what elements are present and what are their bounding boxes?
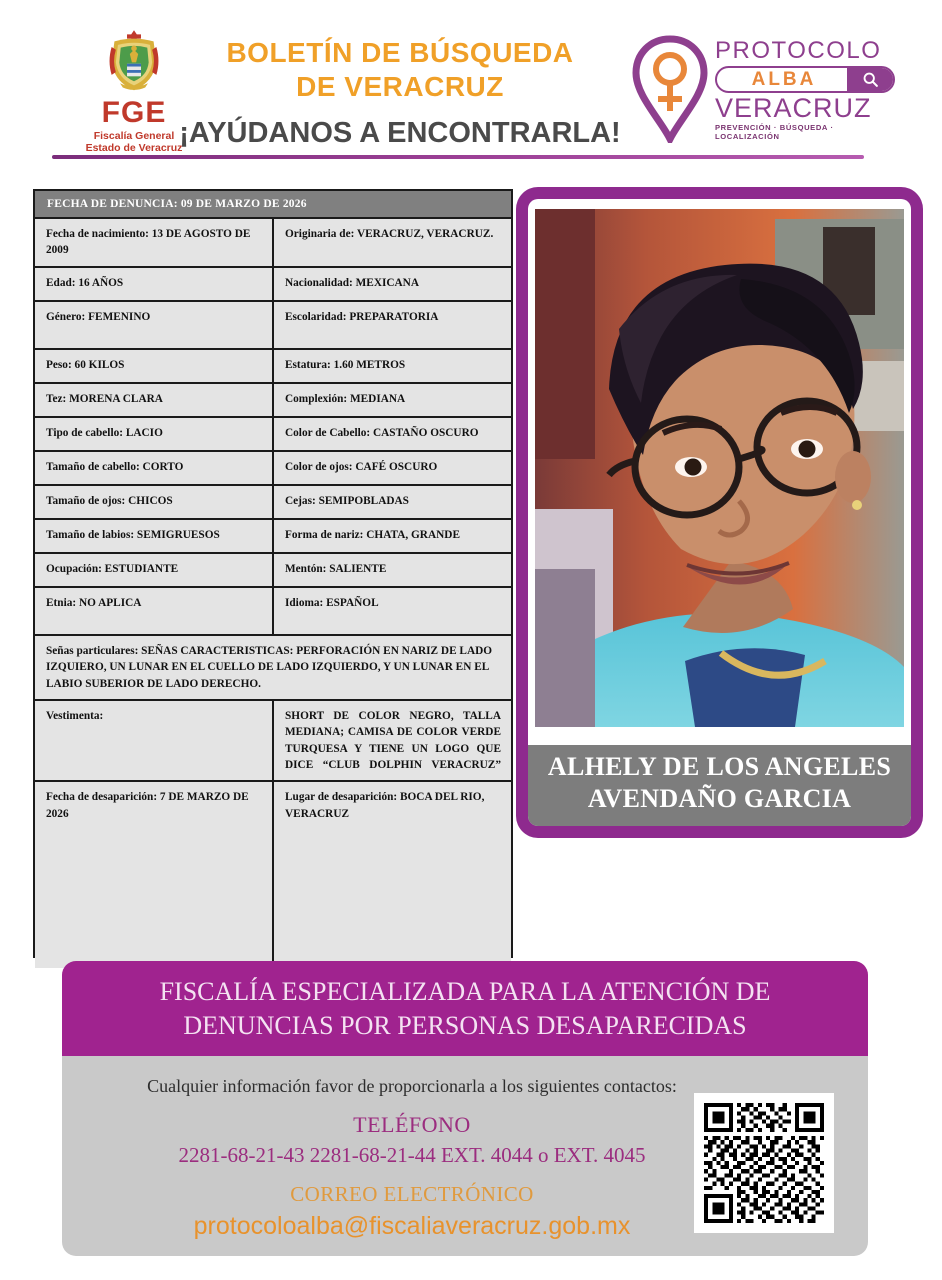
field-escolaridad: Escolaridad: PREPARATORIA (285, 310, 439, 323)
table-row (35, 588, 511, 636)
field-fecha-nacimiento: Fecha de nacimiento: 13 DE AGOSTO DE 2009 (35, 219, 274, 266)
alba-pill (715, 66, 895, 93)
fge-subtitle-line1: Fiscalía General (93, 129, 175, 142)
table-row (35, 418, 511, 452)
alba-veracruz-word: VERACRUZ (715, 93, 872, 123)
protocolo-alba-logo (630, 33, 900, 153)
field-nacionalidad: Nacionalidad: MEXICANA (285, 276, 420, 289)
field-menton: Mentón: SALIENTE (285, 562, 387, 575)
field-tipo-cabello: Tipo de cabello: LACIO (35, 418, 274, 450)
field-etnia: Etnia: NO APLICA (35, 588, 274, 634)
table-row (35, 302, 511, 350)
field-tez: Tez: MORENA CLARA (35, 384, 274, 416)
person-name: ALHELY DE LOS ANGELES AVENDAÑO GARCIA (547, 752, 892, 814)
person-info-table (33, 189, 513, 958)
field-cejas: Cejas: SEMIPOBLADAS (285, 494, 409, 507)
field-tamano-labios: Tamaño de labios: SEMIGRUESOS (35, 520, 274, 552)
alba-wordmark (715, 39, 900, 141)
footer-panel (62, 961, 868, 1256)
fge-subtitle (86, 130, 183, 154)
field-vestimenta-label: Vestimenta: (35, 701, 274, 781)
table-row (35, 554, 511, 588)
table-row (35, 520, 511, 554)
qr-code-icon[interactable] (694, 1093, 834, 1233)
missing-person-photo (535, 209, 904, 727)
field-peso: Peso: 60 KILOS (35, 350, 274, 382)
table-row (35, 486, 511, 520)
field-genero: Género: FEMENINO (35, 302, 274, 348)
field-fecha-desaparicion: Fecha de desaparición: 7 DE MARZO DE 2026 (35, 782, 274, 968)
alba-word: ALBA (751, 68, 817, 90)
field-tamano-ojos: Tamaño de ojos: CHICOS (35, 486, 274, 518)
field-vestimenta-value: SHORT DE COLOR NEGRO, TALLA MEDIANA; CAMISA DE COLOR VERDE TURQUESA Y TIENE UN LOGO QUE DICE “CLUB DOLPHIN VERACRUZ” (285, 709, 501, 771)
field-estatura: Estatura: 1.60 METROS (285, 358, 406, 371)
email-address[interactable]: protocoloalba@fiscaliaveracruz.gob.mx (193, 1212, 631, 1240)
table-row (35, 452, 511, 486)
contact-lead-text: Cualquier información favor de proporcionarla a los siguientes contactos: (147, 1076, 677, 1096)
table-row (35, 350, 511, 384)
phone-label: TELÉFONO (353, 1112, 471, 1137)
report-date-header: FECHA DE DENUNCIA: 09 DE MARZO DE 2026 (35, 191, 511, 219)
location-pin-venus-icon (630, 35, 710, 143)
header-divider (52, 155, 864, 159)
bulletin-title-line1: BOLETÍN DE BÚSQUEDA (226, 37, 574, 68)
fiscalia-title: FISCALÍA ESPECIALIZADA PARA LA ATENCIÓN DE DENUNCIAS POR PERSONAS DESAPARECIDAS (159, 977, 771, 1040)
photo-inner (528, 199, 911, 826)
field-forma-nariz: Forma de nariz: CHATA, GRANDE (285, 528, 460, 541)
phone-numbers[interactable]: 2281-68-21-43 2281-68-21-44 EXT. 4044 o EXT. 4045 (178, 1143, 646, 1167)
header-title-block (175, 36, 625, 150)
table-row (35, 701, 511, 783)
contact-area (62, 1056, 868, 1256)
veracruz-state-crest-icon (97, 26, 171, 96)
table-row (35, 782, 511, 968)
field-idioma: Idioma: ESPAÑOL (285, 596, 379, 609)
fge-acronym: FGE (101, 95, 167, 129)
field-originaria-de: Originaria de: VERACRUZ, VERACRUZ. (285, 228, 494, 240)
fge-logo (78, 26, 190, 154)
field-color-ojos: Color de ojos: CAFÉ OSCURO (285, 460, 438, 473)
field-edad: Edad: 16 AÑOS (35, 268, 274, 300)
person-name-banner (528, 745, 911, 826)
table-row (35, 636, 511, 701)
bulletin-title-line2: DE VERACRUZ (296, 71, 504, 103)
field-senas-particulares: Señas particulares: SEÑAS CARACTERISTICAS: PERFORACIÓN EN NARIZ DE LADO IZQUIERO, UN LUNAR EN EL CUELLO DE LADO IZQUIERDO, Y UN LUNAR EN EL LABIO SUBERIOR DE LADO DERECHO. (46, 644, 493, 690)
fiscalia-banner (62, 961, 868, 1056)
header (0, 0, 942, 162)
table-row (35, 219, 511, 268)
alba-protocolo-word: PROTOCOLO (715, 37, 882, 64)
alba-tagline: PREVENCIÓN · BÚSQUEDA · LOCALIZACIÓN (715, 123, 834, 142)
email-label: CORREO ELECTRÓNICO (290, 1182, 534, 1206)
field-color-cabello: Color de Cabello: CASTAÑO OSCURO (285, 426, 479, 439)
table-row (35, 384, 511, 418)
photo-frame (516, 187, 923, 838)
field-tamano-cabello: Tamaño de cabello: CORTO (35, 452, 274, 484)
fge-subtitle-line2: Estado de Veracruz (85, 141, 183, 154)
field-lugar-desaparicion: Lugar de desaparición: BOCA DEL RIO, VERACRUZ (285, 791, 485, 820)
magnifier-icon (847, 68, 893, 91)
table-row (35, 268, 511, 302)
field-ocupacion: Ocupación: ESTUDIANTE (35, 554, 274, 586)
call-to-action: ¡AYÚDANOS A ENCONTRARLA! (179, 117, 621, 150)
field-complexion: Complexión: MEDIANA (285, 392, 406, 405)
